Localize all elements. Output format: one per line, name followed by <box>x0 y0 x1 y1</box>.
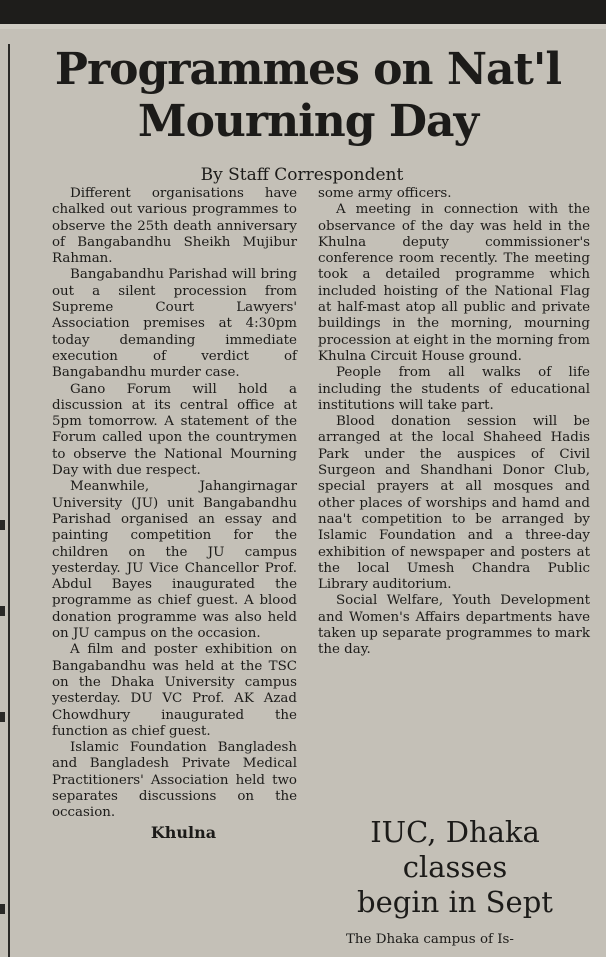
headline-line: classes <box>402 850 508 884</box>
paragraph: some army officers. <box>318 186 452 201</box>
paragraph: A meeting in connection with the observance of the day was held in the Khulna deputy commissioner's conference room recently. The meeting took a detailed programme which included hoisting of the National Flag at half-mast atop all public and private buildings in the morning, mourning procession at eight in the morning from Khulna Circuit House ground. <box>318 202 590 364</box>
article-headline <box>18 44 598 148</box>
byline: By Staff Correspondent <box>200 165 404 185</box>
paragraph: Different organisations have chalked out various programmes to observe the 25th death anniversary of Bangabandhu Sheikh Mujibur Rahman. <box>52 186 297 267</box>
right-column <box>318 186 590 659</box>
headline-line: begin in Sept <box>357 885 553 919</box>
paragraph: Blood donation session will be arranged at the local Shaheed Hadis Park under the auspices of Civil Surgeon and Shandhani Donor Club, special prayers at all mosques and other places of worships and hamd and naa't competition to be arranged by Islamic Foundation and a three-day exhibition of newspaper and posters at the local Umesh Chandra Public Library auditorium. <box>318 414 590 593</box>
second-article-lead: The Dhaka campus of Is- <box>346 932 514 947</box>
margin-mark <box>0 712 5 722</box>
column-rule <box>8 44 10 957</box>
paragraph: Social Welfare, Youth Development and Women's Affairs departments have taken up separate programmes to mark the day. <box>318 593 590 658</box>
masthead-gap <box>0 24 606 29</box>
left-column <box>52 186 297 844</box>
paragraph: Islamic Foundation Bangladesh and Bangladesh Private Medical Practitioners' Association held two separates discussions on the occasion. <box>52 740 297 821</box>
headline-line: Programmes on Nat'l <box>54 44 562 95</box>
headline-line: IUC, Dhaka <box>370 815 540 849</box>
masthead-rule <box>0 0 606 24</box>
paragraph: Gano Forum will hold a discussion at its central office at 5pm tomorrow. A statement of the Forum called upon the countrymen to observe the National Mourning Day with due respect. <box>52 381 297 479</box>
paragraph: Bangabandhu Parishad will bring out a silent procession from Supreme Court Lawyers' Association premises at 4:30pm today demanding immediate execution of verdict of Bangabandhu murder case. <box>52 267 297 381</box>
margin-mark <box>0 606 5 616</box>
headline-line: Mourning Day <box>137 96 479 147</box>
paragraph: People from all walks of life including the students of educational institutions will take part. <box>318 365 590 413</box>
paragraph: A film and poster exhibition on Bangabandhu was held at the TSC on the Dhaka University campus yesterday. DU VC Prof. AK Azad Chowdhury inaugurated the function as chief guest. <box>52 642 297 739</box>
paragraph: Meanwhile, Jahangirnagar University (JU) unit Bangabandhu Parishad organised an essay and painting competition for the children on the JU campus yesterday. JU Vice Chancellor Prof. Abdul Bayes inaugurated the programme as chief guest. A blood donation programme was also held on JU campus on the occasion. <box>52 479 297 642</box>
section-subhead: Khulna <box>150 822 217 842</box>
margin-mark <box>0 904 5 914</box>
margin-mark <box>0 520 5 530</box>
second-article-headline <box>340 815 570 920</box>
